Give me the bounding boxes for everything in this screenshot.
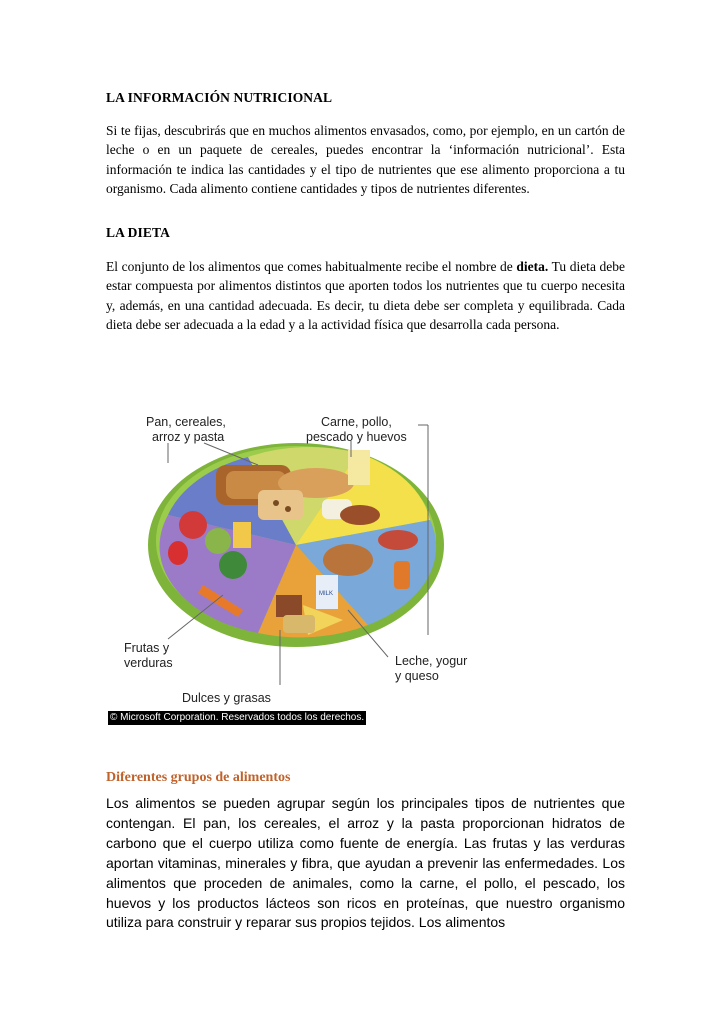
section-title-informacion-nutricional: LA INFORMACIÓN NUTRICIONAL [106,90,333,105]
food-plate-figure [108,395,488,725]
paragraph-text-end: Tu dieta debe estar compuesta por alimentos distintos que aporten todos los nutrientes que tu cuerpo necesita y, además, en una cantidad adecuada. Es decir, tu dieta debe ser completa y equilibrada. Cada dieta debe ser adecuada a la edad y a la actividad física que desarrolla cada persona. [106,259,625,332]
dieta-term: dieta. [516,259,549,274]
copyright-credit: © Microsoft Corporation. Reservados todos los derechos. [110,712,365,723]
label-pan-line2: arroz y pasta [152,430,225,444]
label-leche-line1: Leche, yogur [395,654,468,668]
paragraph-text: Si te fijas, descubrirás que en muchos alimentos envasados, como, por ejemplo, en un cartón de leche o en un paquete de cereales, puedes encontrar la ‘información nutricional’. Esta información te indica las cantidades y el tipo de nutrientes que ese alimento proporciona a tu organismo. Cada alimento contiene cantidades y tipos de nutrientes diferentes. [106,123,625,196]
milk-carton-text: MILK [319,591,334,597]
paragraph-la-dieta [106,257,625,334]
label-pan-cereales [146,415,226,445]
paragraph-text-start: El conjunto de los alimentos que comes habitualmente recibe el nombre de [106,259,517,274]
paragraph-grupos-alimentos [106,794,625,933]
label-leche-yogur [395,654,467,684]
label-frutas-verduras [124,641,173,671]
section-title-la-dieta: LA DIETA [106,225,170,240]
label-leche-line2: y queso [395,669,439,683]
label-dulces-grasas: Dulces y grasas [182,691,271,705]
label-carne-line2: pescado y huevos [306,430,407,444]
label-carne-pollo [306,415,407,445]
paragraph-text [106,257,625,334]
label-frutas-line1: Frutas y [124,641,170,655]
label-carne-line1: Carne, pollo, [320,415,392,429]
label-pan-line1: Pan, cereales, [146,415,226,429]
section-title-grupos-alimentos: Diferentes grupos de alimentos [106,770,291,785]
label-frutas-line2: verduras [124,656,173,670]
paragraph-text: Los alimentos se pueden agrupar según los principales tipos de nutrientes que contengan. El pan, los cereales, el arroz y la pasta proporcionan hidratos de carbono que el cuerpo utiliza como fuente de energía. Las frutas y las verduras aportan vitaminas, minerales y fibra, que ayudan a prevenir las enfermedades. Los alimentos que proceden de animales, como la carne, el pollo, el pescado, los huevos y los productos lácteos son ricos en proteínas, que nuestro organismo utiliza para construir y reparar sus propios tejidos. Los alimentos [106,795,625,931]
paragraph-informacion-nutricional [106,121,625,198]
